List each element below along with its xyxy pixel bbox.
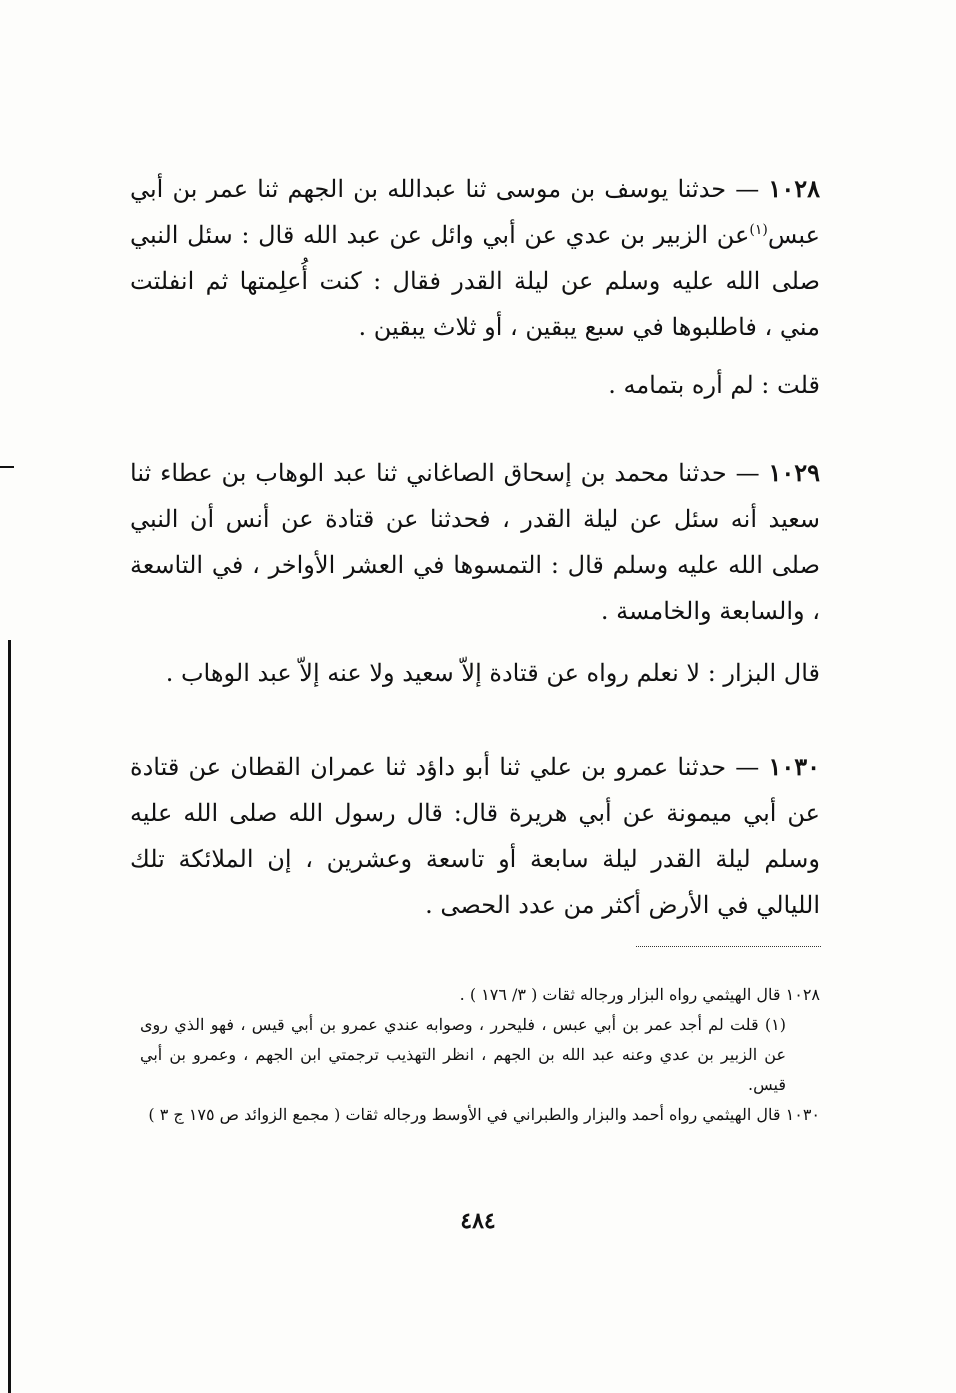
hadith-text: — حدثنا عمرو بن علي ثنا أبو داؤد ثنا عمران القطان عن قتادة عن أبي ميمونة عن أبي هريرة قال: قال رسول الله صلى الله عليه وسلم ليلة القدر ليلة سابعة أو تاسعة وعشرين ، إن الملائكة تلك الليالي في الأرض أكثر من عدد الحصى .: [130, 753, 820, 919]
bazzar-note-1029: قال البزار : لا نعلم رواه عن قتادة إلاّ سعيد ولا عنه إلاّ عبد الوهاب .: [165, 659, 820, 687]
hadith-text: — حدثنا محمد بن إسحاق الصاغاني ثنا عبد الوهاب بن عطاء ثنا سعيد أنه سئل عن ليلة القدر ، فحدثنا عن قتادة عن أنس أن النبي صلى الله عليه وسلم قال : التمسوها في العشر الأواخر ، في التاسعة ، والسابعة والخامسة .: [130, 459, 820, 625]
footnote-1028: ١٠٢٨ قال الهيثمي رواه البزار ورجاله ثقات ( ٣/ ١٧٦ ) .: [459, 985, 820, 1004]
hadith-number: ١٠٣٠: [768, 752, 820, 781]
page-number: ٤٨٤: [460, 1208, 496, 1234]
scan-edge-tick: [0, 466, 14, 468]
scan-edge-line: [8, 640, 11, 1393]
hadith-text: — حدثنا يوسف بن موسى ثنا عبدالله بن الجهم ثنا عمر بن أبي عبس: [130, 175, 820, 249]
footnote-marker: (١): [749, 222, 768, 238]
footnote-1: (١) قلت لم أجد عمر بن أبي عبس ، فليحرر ، وصوابه عندي عمرو بن أبي قيس ، فهو الذي روى عن الزبير بن عدي وعنه عبد الله بن الجهم ، انظر التهذيب ترجمتي ابن الجهم ، وعمرو بن أبي قيس.: [140, 1015, 786, 1094]
hadith-1028: [130, 166, 820, 350]
footnote-separator: [636, 946, 821, 947]
hadith-text-continued: عن الزبير بن عدي عن أبي وائل عن عبد الله قال : سئل النبي صلى الله عليه وسلم عن ليلة القدر فقال : كنت أُعلِمتها ثم انفلتت مني ، فاطلبوها في سبع يبقين ، أو ثلاث يبقين .: [130, 221, 820, 341]
author-note-1028: قلت : لم أره بتمامه .: [608, 371, 820, 399]
footnote-1030: ١٠٣٠ قال الهيثمي رواه أحمد والبزار والطبراني في الأوسط ورجاله ثقات ( مجمع الزوائد ص ١٧٥ ج ٣ ): [148, 1105, 820, 1124]
hadith-number: ١٠٢٨: [768, 174, 820, 203]
hadith-number: ١٠٢٩: [768, 458, 820, 487]
hadith-1030: [130, 744, 820, 928]
hadith-1029: [130, 450, 820, 634]
footnotes: [140, 980, 820, 1130]
